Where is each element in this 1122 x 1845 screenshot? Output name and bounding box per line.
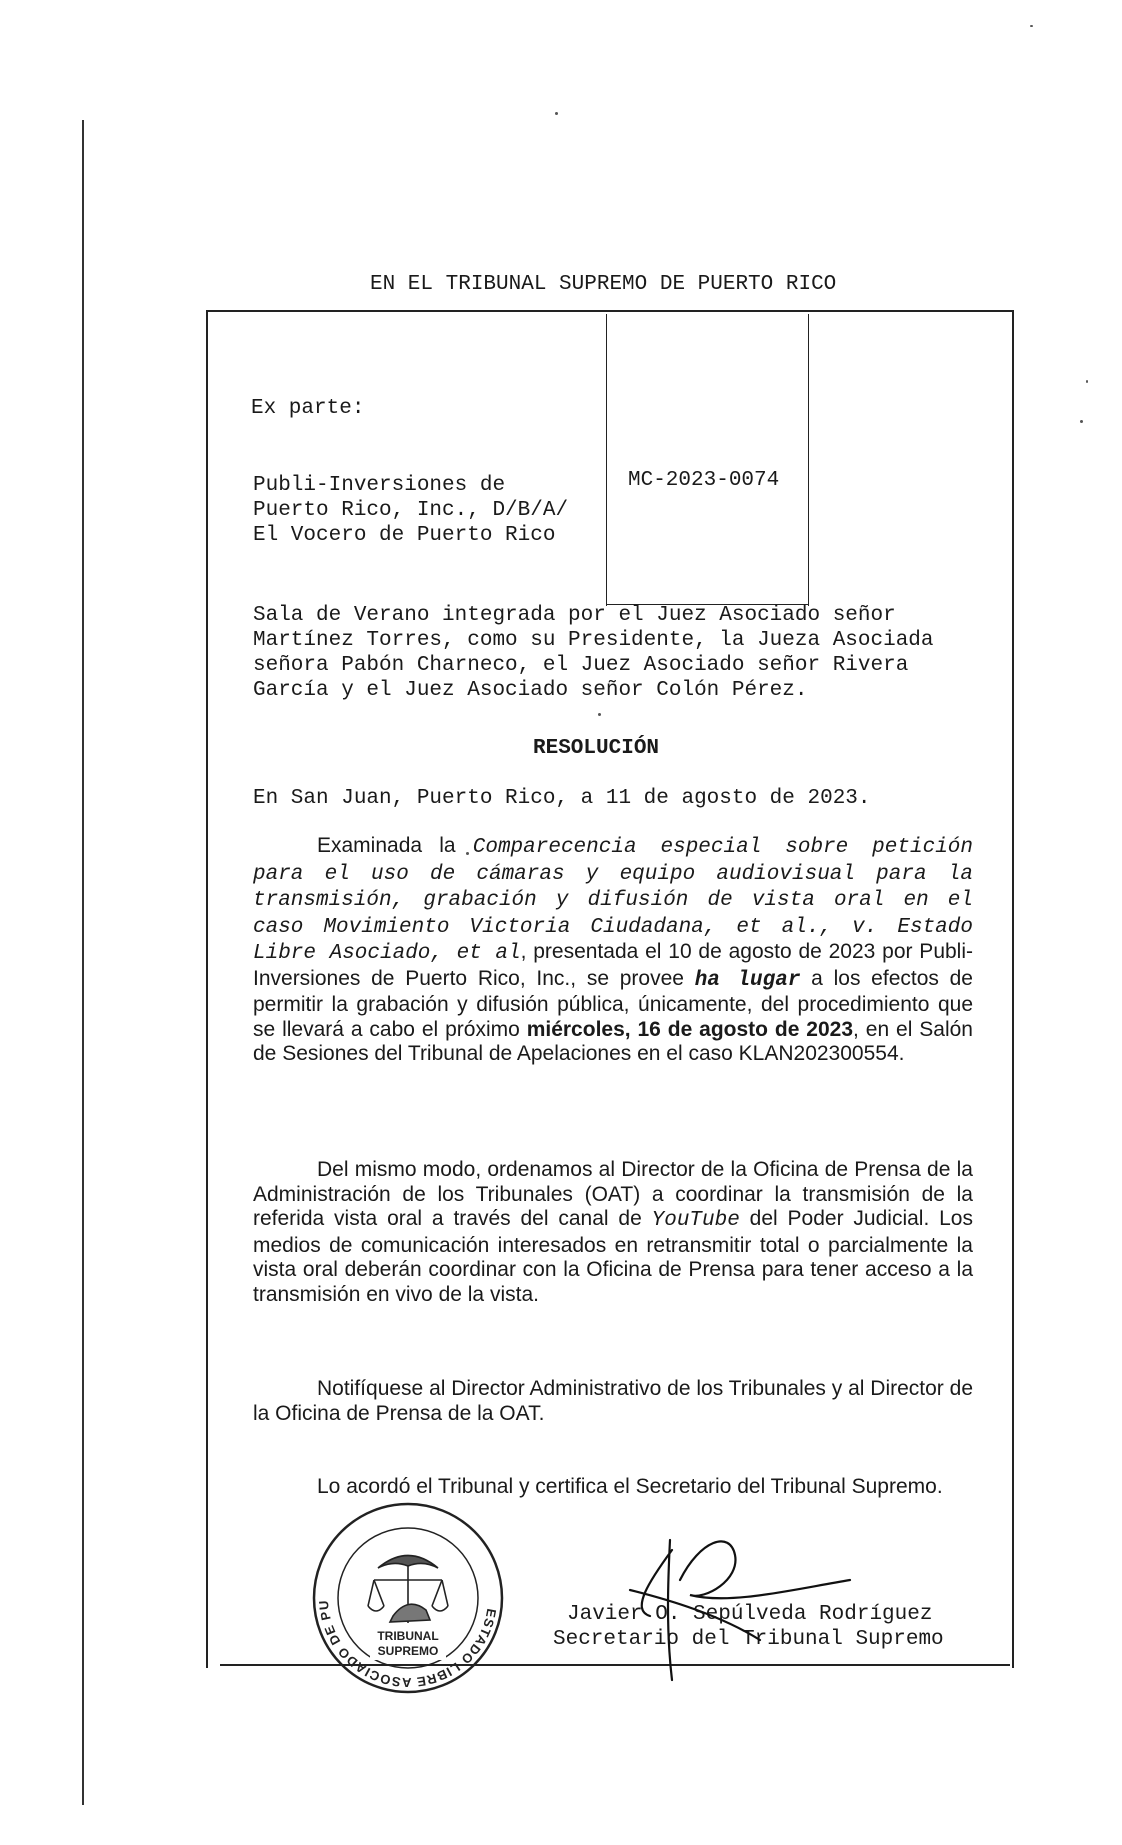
date-line: En San Juan, Puerto Rico, a 11 de agosto de 2023. <box>253 787 871 810</box>
secretary-title: Secretario del Tribunal Supremo <box>553 1628 944 1651</box>
ex-parte-label: Ex parte: <box>251 397 365 420</box>
court-seal <box>308 1498 508 1698</box>
panel-composition <box>253 603 973 703</box>
p2-text-a: Del mismo modo, ordenamos al Director de la Oficina de Prensa de la Administración de los Tribunales (OAT) a coordinar la transmisión de la referida vista oral a través del canal de <box>253 1158 973 1230</box>
party-line-3: El Vocero de Puerto Rico <box>253 524 556 547</box>
party-line-2: Puerto Rico, Inc., D/B/A/ <box>253 499 569 522</box>
party-name <box>253 473 603 548</box>
caption-divider-right <box>808 314 809 606</box>
seal-inner-line-1: TRIBUNAL <box>377 1629 439 1643</box>
scan-speck <box>1080 420 1083 423</box>
certification-text: Lo acordó el Tribunal y certifica el Secretario del Tribunal Supremo. <box>317 1475 943 1498</box>
resolution-paragraph-4 <box>253 1475 973 1500</box>
motion-title: Comparecencia especial sobre petición para el uso de cámaras y equipo audiovisual para la transmisión, grabación y difusión de vista oral en el caso Movimiento Victoria Ciudadana, et al., v. Estado Libre Asociado, et al <box>253 836 973 965</box>
secretary-name: Javier O. Sepúlveda Rodríguez <box>567 1603 933 1626</box>
p1-text-c: a los efectos de permitir la grabación y difusión pública, únicamente, del procedimiento que se llevará a cabo el próximo <box>253 966 973 1041</box>
panel-line-3: señora Pabón Charneco, el Juez Asociado señor Rivera <box>253 654 909 677</box>
youtube-label: YouTube <box>651 1209 740 1232</box>
left-margin-line <box>82 120 84 1805</box>
resolution-paragraph-1 <box>253 834 973 1067</box>
court-heading: EN EL TRIBUNAL SUPREMO DE PUERTO RICO <box>370 273 837 296</box>
seal-icon <box>308 1498 508 1698</box>
party-line-1: Publi-Inversiones de <box>253 474 506 497</box>
caption-divider-left <box>606 314 607 606</box>
ha-lugar: ha lugar <box>694 968 801 992</box>
hearing-date: miércoles, 16 de agosto de 2023 <box>526 1017 854 1041</box>
scan-speck <box>1086 380 1088 383</box>
scan-speck <box>555 112 558 115</box>
seal-inner-line-2: SUPREMO <box>377 1644 439 1658</box>
p1-text-b: , presentada el 10 de agosto de 2023 por Publi-Inversiones de Puerto Rico, Inc., se provee <box>253 940 973 990</box>
notification-text: Notifíquese al Director Administrativo de los Tribunales y al Director de la Oficina de Prensa de la OAT. <box>253 1377 973 1425</box>
p1-text-a: Examinada la <box>317 834 473 857</box>
resolution-paragraph-3 <box>253 1377 973 1426</box>
panel-line-2: Martínez Torres, como su Presidente, la Jueza Asociada <box>253 629 934 652</box>
panel-line-1: Sala de Verano integrada por el Juez Asociado señor <box>253 604 896 627</box>
resolution-title: RESOLUCIÓN <box>533 737 660 760</box>
p2-text-b: del Poder Judicial. Los medios de comunicación interesados en retransmitir total o parcialmente la vista oral deberán coordinar con la Oficina de Prensa para tener acceso a la transmisión en vivo de la vista. <box>253 1207 973 1306</box>
scales-emblem-icon <box>368 1556 448 1624</box>
resolution-paragraph-2 <box>253 1158 973 1307</box>
case-number: MC-2023-0074 <box>628 469 780 492</box>
seal-outer-text: ESTADO LIBRE ASOCIADO DE PU <box>315 1599 500 1691</box>
panel-line-4: García y el Juez Asociado señor Colón Pérez. <box>253 679 808 702</box>
scan-speck <box>1030 25 1033 27</box>
p1-text-d: , en el Salón de Sesiones del Tribunal de Apelaciones en el caso KLAN202300554. <box>253 1017 973 1065</box>
handwritten-signature <box>610 1520 880 1690</box>
